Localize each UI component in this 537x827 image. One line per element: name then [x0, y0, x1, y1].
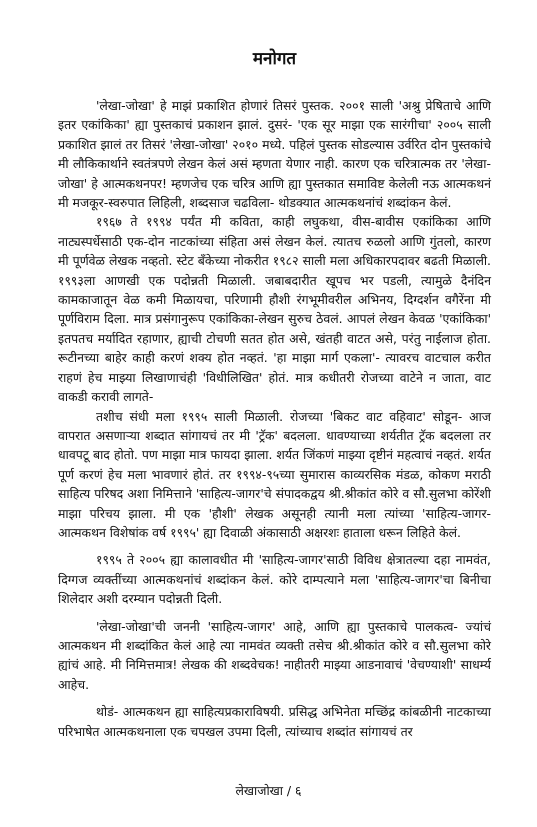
paragraph: 'लेखा-जोखा' हे माझं प्रकाशित होणारं तिसरं पुस्तक. २००१ साली 'अश्रु प्रेषिताचे आणि इतर एकांकिका' ह्या पुस्तकाचं प्रकाशन झालं. दुसरं- 'एक सूर माझा एक सारंगीचा' २००५ साली प्रकाशित झालं तर तिसरं 'लेखा-जोखा' २०१० मध्ये. पहिलं पुस्तक सोडल्यास उर्वरित दोन पुस्तकांचे मी लौकिकार्थाने स्वतंत्रपणे लेखन केलं असं म्हणता येणार नाही. कारण एक चरित्रात्मक तर 'लेखा-जोखा' हे आत्मकथनपर! म्हणजेच एक चरित्र आणि ह्या पुस्तकात समाविष्ट केलेली नऊ आत्मकथनं मी मजकूर-स्वरुपात लिहिली, शब्दसाज चढविला- थोडक्यात आत्मकथनांचं शब्दांकन केलं.	[58, 98, 491, 211]
paragraph: तशीच संधी मला १९९५ साली मिळाली. रोजच्या 'बिकट वाट वहिवाट' सोडून- आज वापरात असणाऱ्या शब्दात सांगायचं तर मी 'ट्रॅक' बदलला. धावण्याच्या शर्यतीत ट्रॅक बदलला तर धावपटू बाद होतो. पण माझा मात्र फायदा झाला. शर्यत जिंकणं माझ्या दृष्टीनं महत्वाचं नव्हतं. शर्यत पूर्ण करणं हेच मला भावणारं होतं. तर १९९४-९५च्या सुमारास काव्यरसिक मंडळ, कोकण मराठी साहित्य परिषद अशा निमित्ताने 'साहित्य-जागर'चे संपादकद्वय श्री.श्रीकांत कोरे व सौ.सुलभा कोरेंशी माझा परिचय झाला. मी एक 'हौशी' लेखक असूनही त्यानी मला त्यांच्या 'साहित्य-जागर- आत्मकथन विशेषांक वर्ष १९९५' ह्या दिवाळी अंकासाठी अक्षरशः हाताला धरून लिहिते केलं.	[58, 408, 491, 540]
body-text	[58, 96, 491, 741]
page-title: मनोगत	[252, 49, 297, 69]
paragraph: थोडं- आत्मकथन ह्या साहित्यप्रकाराविषयी. प्रसिद्ध अभिनेता मच्छिंद्र कांबळीनी नाटकाच्या परिभाषेत आत्मकथनाला एक चपखल उपमा दिली, त्यांच्याच शब्दांत सांगायचं तर	[58, 704, 491, 739]
page-footer: लेखाजोखा / ६	[235, 783, 302, 798]
paragraph: 'लेखा-जोखा'ची जननी 'साहित्य-जागर' आहे, आणि ह्या पुस्तकाचे पालकत्व- ज्यांचं आत्मकथन मी शब्दांकित केलं आहे त्या नामवंत व्यक्ती तसेच श्री.श्रीकांत कोरे व सौ.सुलभा कोरे ह्यांचं आहे. मी निमित्तमात्र! लेखक की शब्दवेचक! नाहीतरी माझ्या आडनावाचं 'वेचण्याशी' साधर्म्य आहेच.	[58, 618, 491, 692]
paragraph: १९६७ ते १९९४ पर्यंत मी कविता, काही लघुकथा, वीस-बावीस एकांकिका आणि नाट्यस्पर्धेसाठी एक-दोन नाटकांच्या संहिता असं लेखन केलं. त्यातच रुळलो आणि गुंतलो, कारण मी पूर्णवेळ लेखक नव्हतो. स्टेट बँकेच्या नोकरीत १९८२ साली मला अधिकारपदावर बढती मिळाली. १९९३ला आणखी एक पदोन्नती मिळाली. जबाबदारीत खूपच भर पडली, त्यामुळे दैनंदिन कामकाजातून वेळ कमी मिळायचा, परिणामी हौशी रंगभूमीवरील अभिनय, दिग्दर्शन वगैरेंना मी पूर्णविराम दिला. मात्र प्रसंगानुरूप एकांकिका-लेखन सुरुच ठेवलं. आपलं लेखन केवळ 'एकांकिका' इतपतच मर्यादित रहाणार, ह्याची टोचणी सतत होत असे, खंतही वाटत असे, परंतु नाईलाज होता. रूटीनच्या बाहेर काही करणं शक्य होत नव्हतं. 'हा माझा मार्ग एकला'- त्यावरच वाटचाल करीत राहणं हेच माझ्या लिखाणाचंही 'विधीलिखित' होतं. मात्र कधीतरी रोजच्या वाटेने न जाता, वाट वाकडी करावी लागते-	[58, 214, 491, 405]
paragraph: १९९५ ते २००५ ह्या कालावधीत मी 'साहित्य-जागर'साठी विविध क्षेत्रातल्या दहा नामवंत, दिग्गज व्यक्तींच्या आत्मकथनांचं शब्दांकन केलं. कोरे दाम्पत्याने मला 'साहित्य-जागर'चा बिनीचा शिलेदार अशी दरम्यान पदोन्नती दिली.	[58, 552, 491, 607]
